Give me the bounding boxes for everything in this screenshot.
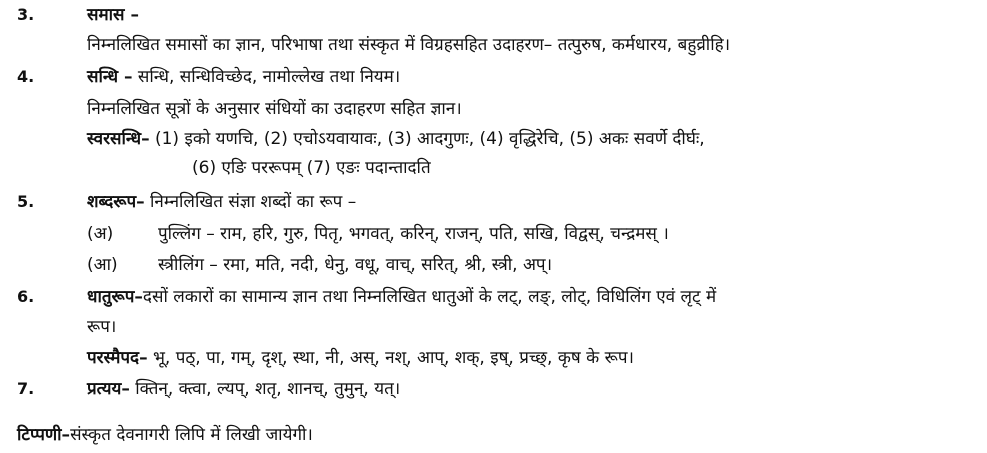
item-3-number: 3. [17, 5, 35, 24]
footnote-label: टिप्पणी– [17, 425, 71, 445]
item-4-number: 4. [17, 67, 35, 86]
item-7-heading-text: क्तिन्, क्त्वा, ल्यप्, शतृ, शानच्, तुमुन्, यत्। [129, 379, 401, 399]
item-6-continuation: रूप। [87, 317, 117, 337]
item-5-subitem-a-marker: (अ) [87, 224, 114, 244]
item-7-heading-label: प्रत्यय– [87, 379, 130, 399]
item-5-subitem-b-marker: (आ) [87, 255, 118, 275]
item-3-heading-label: समास – [87, 5, 139, 25]
item-6-number: 6. [17, 287, 35, 306]
parasmaipad-label: परस्मैपद– [87, 348, 148, 368]
item-3-heading [87, 4, 139, 26]
item-7-heading [87, 378, 400, 400]
item-5-heading [87, 191, 356, 213]
footnote-text: संस्कृत देवनागरी लिपि में लिखी जायेगी। [70, 425, 313, 445]
item-5-heading-text: निम्नलिखित संज्ञा शब्दों का रूप – [144, 192, 357, 212]
item-4-heading-label: सन्धि – [87, 67, 133, 87]
item-5-number: 5. [17, 192, 35, 211]
item-5-heading-label: शब्दरूप– [87, 192, 145, 212]
item-5-subitem-b-text: स्त्रीलिंग – रमा, मति, नदी, धेनु, वधू, वाच्, सरित्, श्री, स्त्री, अप्। [158, 255, 553, 275]
item-6-parasmaipad [87, 347, 634, 369]
item-4-swarsandhi-line1 [87, 128, 705, 150]
item-5-subitem-a-text: पुल्लिंग – राम, हरि, गुरु, पितृ, भगवत्, करिन्, राजन्, पति, सखि, विद्वस्, चन्द्रमस् । [158, 224, 669, 244]
item-3-text: निम्नलिखित समासों का ज्ञान, परिभाषा तथा संस्कृत में विग्रहसहित उदाहरण– तत्पुरुष, कर्मधारय, बहुव्रीहि। [87, 35, 731, 55]
item-7-number: 7. [17, 379, 35, 398]
item-6-heading-text: दसों लकारों का सामान्य ज्ञान तथा निम्नलिखित धातुओं के लट्, लङ्, लोट्, विधिलिंग एवं लृट् में [142, 287, 717, 307]
swarsandhi-label: स्वरसन्धि– [87, 129, 150, 149]
item-4-text: निम्नलिखित सूत्रों के अनुसार संधियों का उदाहरण सहित ज्ञान। [87, 99, 462, 119]
item-4-heading [87, 66, 400, 88]
item-4-heading-text: सन्धि, सन्धिविच्छेद, नामोल्लेख तथा नियम। [132, 67, 401, 87]
swarsandhi-text-1: (1) इको यणचि, (2) एचोऽयवायावः, (3) आदगुणः, (4) वृद्धिरेचि, (5) अकः सवर्णे दीर्घः, [149, 129, 705, 149]
parasmaipad-text: भू, पठ्, पा, गम्, दृश्, स्था, नी, अस्, नश्, आप्, शक्, इष्, प्रच्छ्, कृष के रूप। [147, 348, 634, 368]
item-4-swarsandhi-line2: (6) एङि पररूपम् (7) एङः पदान्तादति [192, 158, 431, 178]
item-6-heading [87, 286, 716, 308]
footnote [17, 424, 313, 446]
item-6-heading-label: धातुरूप– [87, 287, 143, 307]
